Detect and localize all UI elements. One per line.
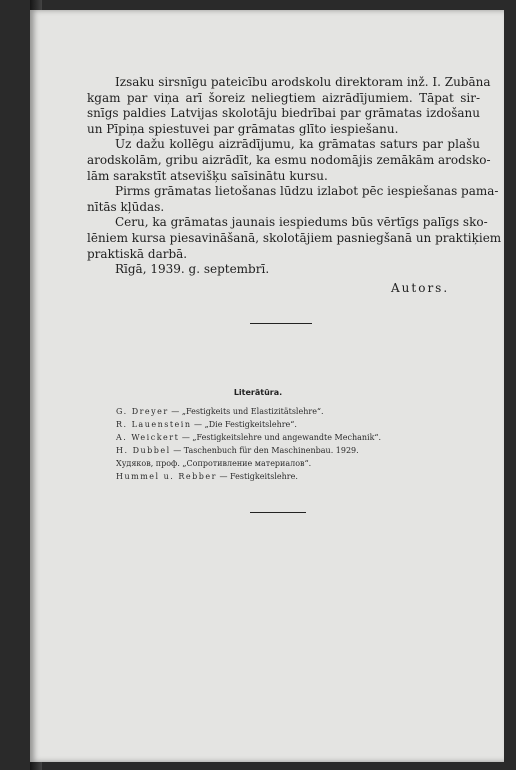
place-date: Rīgā, 1939. g. septembrī. — [115, 262, 270, 276]
text-line: snīgs paldies Latvijas skolotāju biedrībai par grāmatas izdošanu — [87, 106, 480, 121]
reference-author: Hummel u. Rebber — [116, 472, 217, 481]
reference-item — [116, 418, 381, 431]
divider — [250, 323, 312, 324]
paragraph-1 — [87, 75, 491, 137]
text-line: Uz dažu kollēgu aizrādījumu, ka grāmatas saturs par plašu — [115, 137, 480, 152]
text-line: Izsaku sirsnīgu pateicību arodskolu direktoram inž. I. Zubāna — [115, 75, 491, 89]
reference-title: — „Festigkeits und Elastizitätslehre“. — [168, 407, 324, 416]
paragraph-4 — [87, 215, 502, 262]
text-line: un Pīpiņa spiestuvei par grāmatas glīto iespiešanu. — [87, 121, 399, 136]
reference-item — [116, 457, 381, 470]
reference-author: G. Dreyer — [116, 407, 169, 416]
reference-list — [116, 405, 381, 483]
reference-item — [116, 444, 381, 457]
text-line: praktiskā darbā. — [87, 246, 188, 261]
reference-item — [116, 405, 381, 418]
text-line: lēniem kursa piesavināšanā, skolotājiem pasniegšanā un praktiķiem — [87, 230, 502, 245]
text-line: arodskolām, gribu aizrādīt, ka esmu nodomājis zemākām arodsko- — [87, 152, 491, 167]
author-signature: Autors. — [391, 281, 450, 295]
text-line: Pirms grāmatas lietošanas lūdzu izlabot pēc iespiešanas pama- — [115, 184, 499, 199]
reference-title: — „Die Festigkeitslehre“. — [191, 420, 297, 429]
text-line: Ceru, ka grāmatas jaunais iespiedums būs vērtīgs palīgs sko- — [115, 215, 488, 230]
body-text — [87, 75, 502, 262]
literature-heading: Literātūra. — [233, 388, 283, 397]
paragraph-2 — [87, 137, 491, 184]
reference-author: H. Dubbel — [116, 446, 171, 455]
divider — [250, 512, 306, 513]
text-line: nītās kļūdas. — [87, 199, 165, 214]
reference-author: Худяков, проф. — [116, 459, 180, 468]
paragraph-3 — [87, 184, 499, 215]
reference-author: R. Lauenstein — [116, 420, 192, 429]
reference-item — [116, 431, 381, 444]
reference-title: — Festigkeitslehre. — [216, 472, 298, 481]
reference-title: — „Festigkeitslehre und angewandte Mechanik“. — [179, 433, 382, 442]
reference-title: — Taschenbuch für den Maschinenbau. 1929. — [170, 446, 359, 455]
reference-author: A. Weickert — [116, 433, 180, 442]
reference-title: „Сопротивление материалов“. — [179, 459, 312, 468]
text-line: lām sarakstīt atsevišķu saīsinātu kursu. — [87, 168, 328, 183]
text-line: kgam par viņa arī šoreiz neliegtiem aizrādījumiem. Tāpat sir- — [87, 90, 480, 105]
reference-item — [116, 470, 381, 483]
